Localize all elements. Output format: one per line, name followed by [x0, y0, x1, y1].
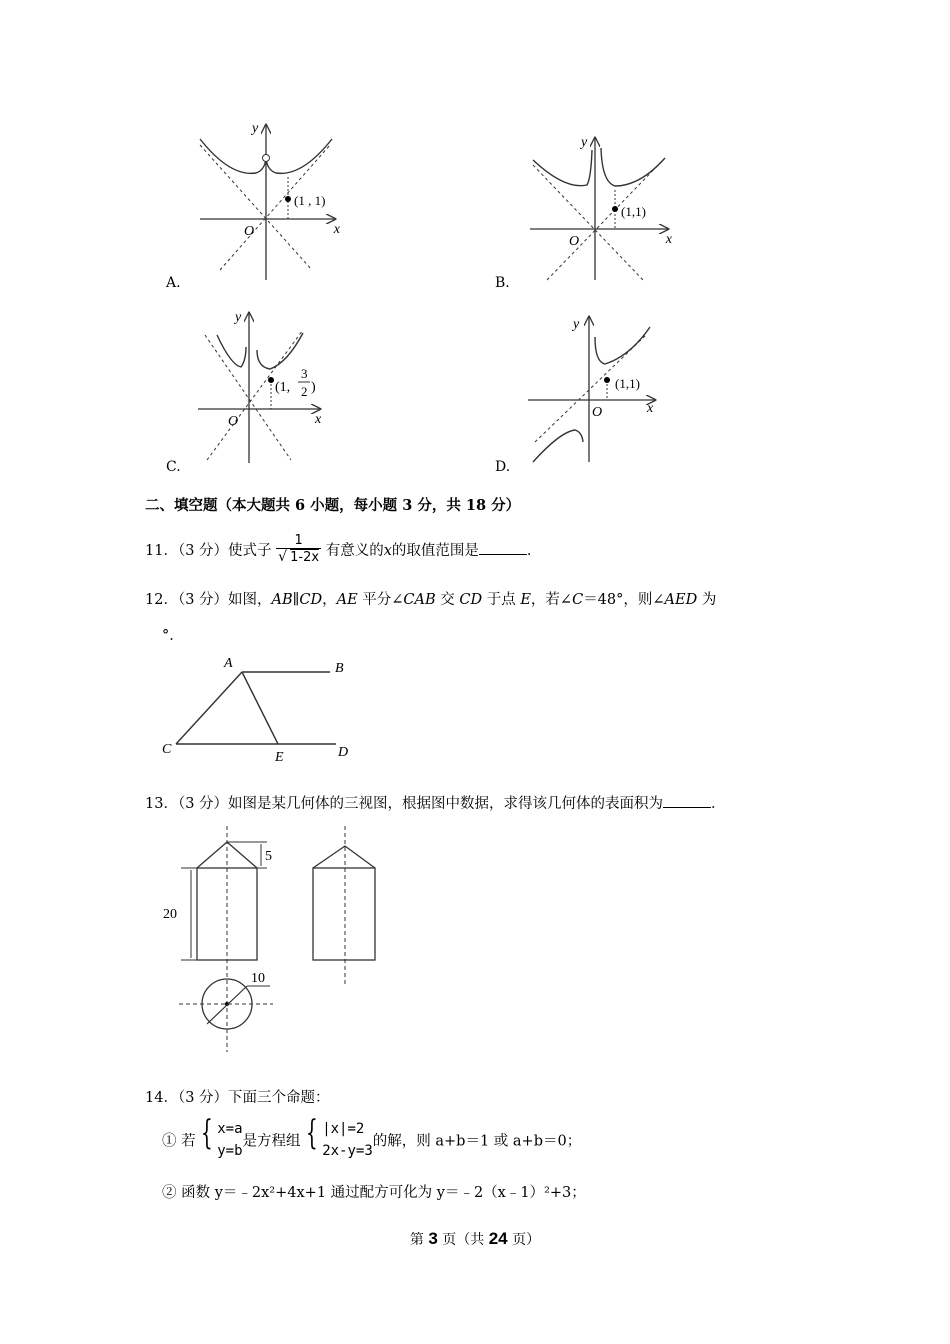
y-label: y	[252, 121, 259, 136]
q13-three-views	[155, 822, 395, 1057]
x-label: x	[333, 222, 340, 237]
svg-text:(1,1): (1,1)	[615, 376, 640, 391]
curve-right	[266, 139, 332, 173]
answer-blank[interactable]	[663, 793, 711, 808]
svg-text:O: O	[569, 234, 580, 249]
fraction: 1 √ 1-2x	[278, 533, 320, 565]
option-c-label: C.	[166, 459, 181, 475]
svg-text:O: O	[592, 405, 603, 420]
svg-text:x: x	[665, 232, 672, 247]
cone-height-label: 5	[265, 849, 272, 864]
point-E: E	[275, 750, 284, 762]
question-11: 11．（3 分）使式子 1 √ 1-2x 有意义的x的取值范围是 ．	[145, 533, 542, 565]
point-D: D	[338, 745, 349, 760]
q12-figure	[158, 652, 358, 762]
option-b-label: B.	[495, 275, 510, 291]
point-label: (1 , 1)	[294, 193, 326, 208]
svg-text:): )	[311, 380, 316, 395]
svg-text:y: y	[235, 310, 242, 325]
proposition-2: ② 函数 y＝﹣2x²+4x+1 通过配方可化为 y＝﹣2（x﹣1）²+3；	[162, 1185, 586, 1201]
point-C: C	[162, 742, 172, 757]
answer-blank[interactable]	[479, 540, 527, 555]
question-12: 12．（3 分）如图，AB∥CD，AE 平分∠CAB 交 CD 于点 E，若∠C＝48°，则∠AED 为	[145, 592, 717, 608]
question-12-line2: °．	[162, 628, 184, 644]
svg-text:y: y	[581, 135, 588, 150]
open-point	[263, 155, 270, 162]
option-d-graph	[525, 312, 665, 467]
svg-text:2: 2	[301, 384, 308, 399]
radius-label: 10	[251, 971, 265, 986]
question-13: 13．（3 分）如图是某几何体的三视图，根据图中数据，求得该几何体的表面积为 ．	[145, 792, 726, 813]
option-b-graph	[525, 130, 675, 285]
option-c-graph	[195, 305, 330, 465]
question-14: 14．（3 分）下面三个命题：	[145, 1090, 330, 1106]
point-marker	[285, 196, 291, 202]
point-B: B	[335, 661, 344, 676]
origin-label: O	[244, 224, 255, 239]
option-a-graph	[190, 115, 340, 285]
svg-text:(1,: (1,	[275, 380, 291, 395]
height-label: 20	[163, 907, 177, 922]
svg-text:y: y	[573, 317, 580, 332]
point-A: A	[224, 656, 233, 671]
svg-text:O: O	[228, 414, 239, 429]
svg-text:3: 3	[301, 366, 308, 381]
page-footer: 第 3 页（共 24 页）	[409, 1229, 541, 1248]
svg-text:(1,1): (1,1)	[621, 204, 646, 219]
option-d-label: D.	[495, 459, 511, 475]
section-title: 二、填空题（本大题共 6 小题，每小题 3 分，共 18 分）	[145, 497, 521, 514]
svg-text:x: x	[315, 412, 322, 427]
option-a-label: A.	[166, 275, 181, 291]
svg-text:x: x	[647, 401, 654, 416]
proposition-1: ① 若 { x=a y=b 是方程组 { |x|=2 2x-y=3 的解，则 a+b＝1 或 a+b＝0；	[162, 1113, 582, 1159]
